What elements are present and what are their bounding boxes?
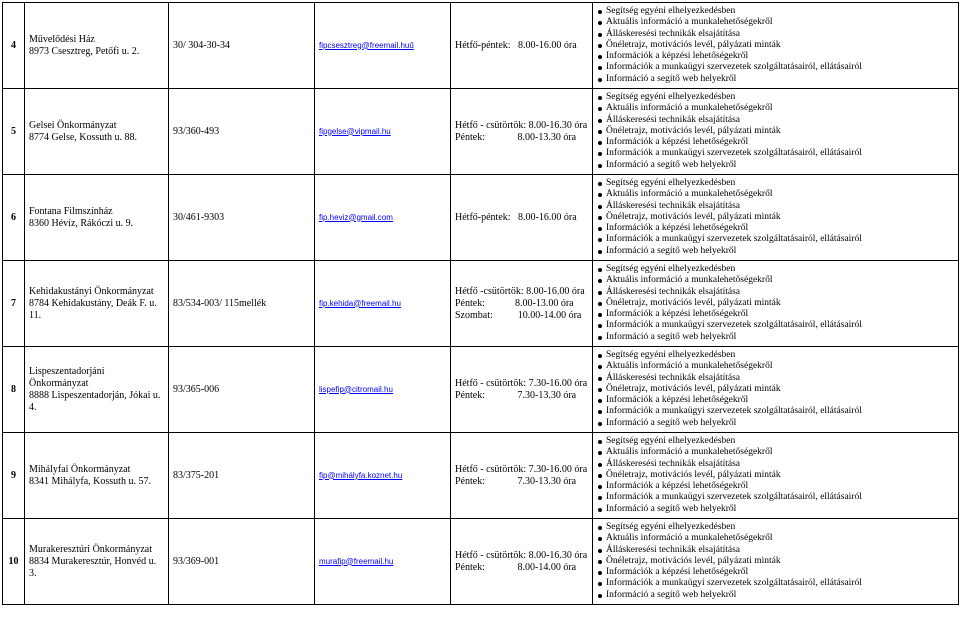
row-number: 8: [3, 347, 25, 433]
service-item: Segítség egyéni elhelyezkedésben: [597, 6, 954, 17]
service-item: Álláskeresési technikák elsajátítása: [597, 287, 954, 298]
organization-address: 8834 Murakeresztúr, Honvéd u. 3.: [29, 555, 157, 579]
email-cell: [315, 519, 451, 605]
opening-hours-line: Hétfő - csütörtök: 8.00-16.30 óra: [455, 549, 588, 561]
row-number: 10: [3, 519, 25, 605]
email-link[interactable]: fip@mihályfa.koznet.hu: [319, 470, 403, 480]
phone-cell: 83/375-201: [169, 433, 315, 519]
service-item: Álláskeresési technikák elsajátítása: [597, 459, 954, 470]
phone-cell: 83/534-003/ 115mellék: [169, 261, 315, 347]
organization-name: Mihályfai Önkormányzat: [29, 463, 131, 475]
services-cell: [593, 347, 959, 433]
opening-hours-cell: [451, 433, 593, 519]
opening-hours-line: Hétfő - csütörtök: 8.00-16.30 óra: [455, 119, 588, 131]
table-row: [3, 347, 959, 433]
organization-name: Fontana Filmszínház: [29, 205, 113, 217]
office-table: [2, 2, 959, 605]
organization-name: Murakeresztúri Önkormányzat: [29, 543, 153, 555]
service-item: Segítség egyéni elhelyezkedésben: [597, 522, 954, 533]
opening-hours-line: Hétfő-péntek: 8.00-16.00 óra: [455, 211, 577, 223]
phone-cell: 93/360-493: [169, 89, 315, 175]
service-item: Információ a segítő web helyekről: [597, 160, 954, 171]
email-cell: [315, 261, 451, 347]
services-list: [597, 6, 954, 85]
service-item: Információ a segítő web helyekről: [597, 418, 954, 429]
table-row: [3, 3, 959, 89]
organization-name: Gelsei Önkormányzat: [29, 119, 117, 131]
services-list: [597, 92, 954, 171]
services-cell: [593, 3, 959, 89]
service-item: Információk a képzési lehetőségekről: [597, 567, 954, 578]
email-link[interactable]: fip.heviz@gmail.com: [319, 212, 393, 222]
organization-address: 8341 Mihályfa, Kossuth u. 57.: [29, 475, 151, 487]
services-list: [597, 522, 954, 601]
service-item: Információk a képzési lehetőségekről: [597, 223, 954, 234]
service-item: Információk a képzési lehetőségekről: [597, 309, 954, 320]
service-item: Aktuális információ a munkalehetőségekről: [597, 361, 954, 372]
service-item: Aktuális információ a munkalehetőségekről: [597, 275, 954, 286]
opening-hours-line: Péntek: 8.00-14.00 óra: [455, 561, 577, 573]
opening-hours-line: Hétfő - csütörtök: 7.30-16.00 óra: [455, 463, 588, 475]
service-item: Információk a munkaügyi szervezetek szolgáltatásairól, ellátásairól: [597, 578, 954, 589]
email-cell: [315, 175, 451, 261]
opening-hours-line: Péntek: 8.00-13.30 óra: [455, 131, 577, 143]
table-row: [3, 433, 959, 519]
service-item: Álláskeresési technikák elsajátítása: [597, 201, 954, 212]
service-item: Segítség egyéni elhelyezkedésben: [597, 436, 954, 447]
row-number: 9: [3, 433, 25, 519]
service-item: Információ a segítő web helyekről: [597, 74, 954, 85]
table-row: [3, 261, 959, 347]
row-number: 5: [3, 89, 25, 175]
row-number: 6: [3, 175, 25, 261]
row-number: 7: [3, 261, 25, 347]
services-cell: [593, 261, 959, 347]
table-row: [3, 175, 959, 261]
service-item: Információk a képzési lehetőségekről: [597, 395, 954, 406]
organization-address: 8774 Gelse, Kossuth u. 88.: [29, 131, 138, 143]
opening-hours-cell: [451, 3, 593, 89]
opening-hours-cell: [451, 261, 593, 347]
email-link[interactable]: fip.kehida@freemail.hu: [319, 298, 401, 308]
service-item: Információk a képzési lehetőségekről: [597, 481, 954, 492]
opening-hours-line: Hétfő -csütörtök: 8.00-16.00 óra: [455, 285, 585, 297]
service-item: Önéletrajz, motivációs levél, pályázati minták: [597, 384, 954, 395]
service-item: Aktuális információ a munkalehetőségekről: [597, 17, 954, 28]
service-item: Álláskeresési technikák elsajátítása: [597, 29, 954, 40]
service-item: Segítség egyéni elhelyezkedésben: [597, 350, 954, 361]
service-item: Információk a képzési lehetőségekről: [597, 51, 954, 62]
organization-address: 8360 Hévíz, Rákóczi u. 9.: [29, 217, 134, 229]
service-item: Segítség egyéni elhelyezkedésben: [597, 264, 954, 275]
phone-cell: 30/461-9303: [169, 175, 315, 261]
services-list: [597, 350, 954, 429]
organization-name: Lispeszentadorjáni Önkormányzat: [29, 365, 105, 389]
email-cell: [315, 3, 451, 89]
service-item: Segítség egyéni elhelyezkedésben: [597, 178, 954, 189]
service-item: Információ a segítő web helyekről: [597, 504, 954, 515]
service-item: Információk a munkaügyi szervezetek szolgáltatásairól, ellátásairól: [597, 320, 954, 331]
services-list: [597, 436, 954, 515]
email-cell: [315, 433, 451, 519]
services-list: [597, 264, 954, 343]
email-link[interactable]: murafip@freemail.hu: [319, 556, 394, 566]
organization-cell: [25, 175, 169, 261]
organization-name: Művelődési Ház: [29, 33, 95, 45]
service-item: Információk a munkaügyi szervezetek szolgáltatásairól, ellátásairól: [597, 406, 954, 417]
organization-name: Kehidakustányi Önkormányzat: [29, 285, 154, 297]
email-link[interactable]: lispefip@citromail.hu: [319, 384, 393, 394]
services-cell: [593, 519, 959, 605]
organization-address: 8888 Lispeszentadorján, Jókai u. 4.: [29, 389, 161, 413]
service-item: Álláskeresési technikák elsajátítása: [597, 545, 954, 556]
service-item: Információk a munkaügyi szervezetek szolgáltatásairól, ellátásairól: [597, 234, 954, 245]
opening-hours-line: Péntek: 7.30-13.30 óra: [455, 475, 577, 487]
service-item: Aktuális információ a munkalehetőségekről: [597, 189, 954, 200]
opening-hours-line: Hétfő-péntek: 8.00-16.00 óra: [455, 39, 577, 51]
opening-hours-line: Hétfő - csütörtök: 7.30-16.00 óra: [455, 377, 588, 389]
service-item: Segítség egyéni elhelyezkedésben: [597, 92, 954, 103]
row-number: 4: [3, 3, 25, 89]
organization-address: 8973 Csesztreg, Petőfi u. 2.: [29, 45, 140, 57]
email-link[interactable]: fipcsesztreg@freemail.huű: [319, 40, 414, 50]
opening-hours-line: Péntek: 7.30-13.30 óra: [455, 389, 577, 401]
email-cell: [315, 89, 451, 175]
service-item: Információk a munkaügyi szervezetek szolgáltatásairól, ellátásairól: [597, 62, 954, 73]
opening-hours-cell: [451, 175, 593, 261]
services-cell: [593, 433, 959, 519]
opening-hours-cell: [451, 347, 593, 433]
opening-hours-line: Péntek: 8.00-13.00 óra: [455, 297, 574, 309]
service-item: Önéletrajz, motivációs levél, pályázati minták: [597, 212, 954, 223]
service-item: Önéletrajz, motivációs levél, pályázati minták: [597, 126, 954, 137]
email-cell: [315, 347, 451, 433]
organization-cell: [25, 261, 169, 347]
services-cell: [593, 175, 959, 261]
email-link[interactable]: fipgelse@vipmail.hu: [319, 126, 391, 136]
service-item: Információk a képzési lehetőségekről: [597, 137, 954, 148]
opening-hours-cell: [451, 519, 593, 605]
phone-cell: 93/365-006: [169, 347, 315, 433]
opening-hours-line: Szombat: 10.00-14.00 óra: [455, 309, 582, 321]
organization-cell: [25, 519, 169, 605]
service-item: Álláskeresési technikák elsajátítása: [597, 373, 954, 384]
organization-address: 8784 Kehidakustány, Deák F. u. 11.: [29, 297, 157, 321]
service-item: Álláskeresési technikák elsajátítása: [597, 115, 954, 126]
services-cell: [593, 89, 959, 175]
service-item: Információ a segítő web helyekről: [597, 590, 954, 601]
service-item: Információ a segítő web helyekről: [597, 332, 954, 343]
services-list: [597, 178, 954, 257]
organization-cell: [25, 347, 169, 433]
organization-cell: [25, 3, 169, 89]
service-item: Aktuális információ a munkalehetőségekről: [597, 447, 954, 458]
service-item: Információk a munkaügyi szervezetek szolgáltatásairól, ellátásairól: [597, 492, 954, 503]
opening-hours-cell: [451, 89, 593, 175]
organization-cell: [25, 89, 169, 175]
table-row: [3, 519, 959, 605]
organization-cell: [25, 433, 169, 519]
service-item: Önéletrajz, motivációs levél, pályázati minták: [597, 470, 954, 481]
service-item: Önéletrajz, motivációs levél, pályázati minták: [597, 556, 954, 567]
service-item: Információk a munkaügyi szervezetek szolgáltatásairól, ellátásairól: [597, 148, 954, 159]
phone-cell: 93/369-001: [169, 519, 315, 605]
service-item: Önéletrajz, motivációs levél, pályázati minták: [597, 298, 954, 309]
phone-cell: 30/ 304-30-34: [169, 3, 315, 89]
service-item: Információ a segítő web helyekről: [597, 246, 954, 257]
table-row: [3, 89, 959, 175]
service-item: Aktuális információ a munkalehetőségekről: [597, 103, 954, 114]
service-item: Aktuális információ a munkalehetőségekről: [597, 533, 954, 544]
service-item: Önéletrajz, motivációs levél, pályázati minták: [597, 40, 954, 51]
